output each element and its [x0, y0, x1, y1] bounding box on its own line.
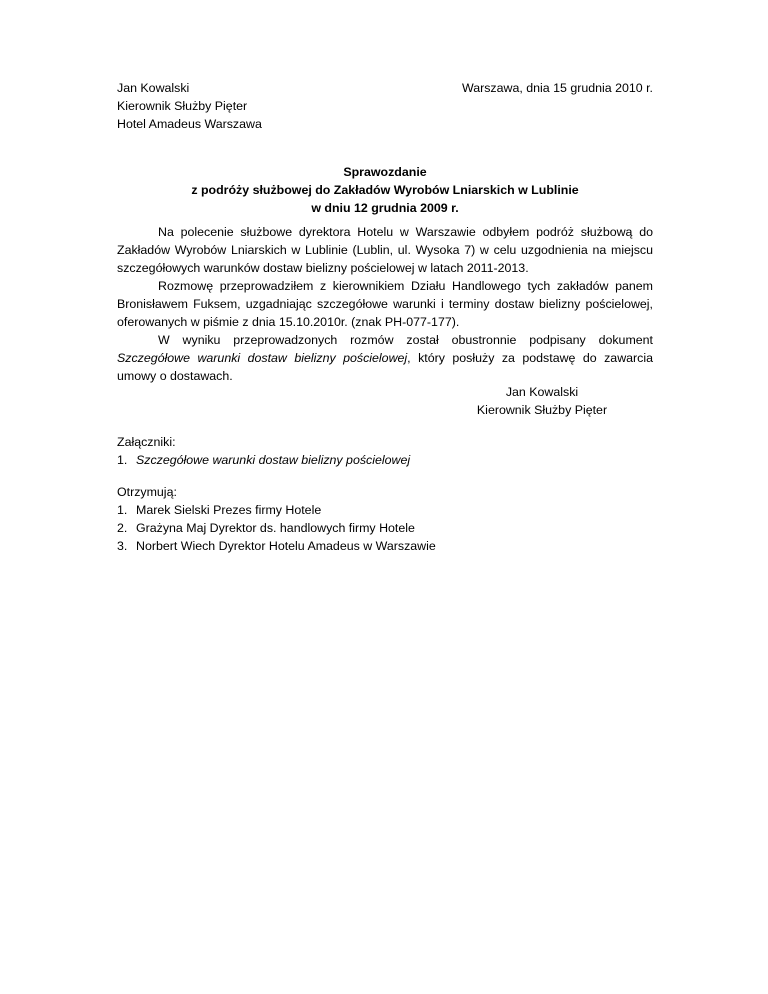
list-item-text: Marek Sielski Prezes firmy Hotele [136, 503, 322, 517]
place-date: Warszawa, dnia 15 grudnia 2010 r. [461, 81, 653, 95]
title-line-3: w dniu 12 grudnia 2009 r. [311, 201, 459, 215]
sender-position: Kierownik Służby Pięter [117, 99, 248, 113]
signature-position: Kierownik Służby Pięter [476, 403, 608, 417]
title-line-1: Sprawozdanie [343, 165, 427, 179]
paragraph-3 [117, 331, 653, 385]
list-item [117, 451, 657, 469]
list-item [117, 519, 657, 537]
attachments-section [117, 433, 657, 469]
sender-block [117, 79, 417, 133]
document-title [117, 163, 653, 217]
sender-company: Hotel Amadeus Warszawa [117, 117, 262, 131]
paragraph-1: Na polecenie służbowe dyrektora Hotelu w Warszawie odbyłem podróż służbową do Zakładów Wyrobów Lniarskich w Lublinie (Lublin, ul. Wysoka 7) w celu uzgodnienia na miejscu szczegółowych warunków dostaw bielizny pościelowej w latach 2011-2013. [117, 225, 653, 275]
signature-name: Jan Kowalski [505, 385, 579, 399]
title-line-2: z podróży służbowej do Zakładów Wyrobów Lniarskich w Lublinie [191, 183, 579, 197]
list-item-number: 1. [117, 453, 128, 467]
list-item-text: Grażyna Maj Dyrektor ds. handlowych firmy Hotele [136, 521, 415, 535]
report-body [117, 223, 653, 385]
list-item-text: Norbert Wiech Dyrektor Hotelu Amadeus w Warszawie [136, 539, 436, 553]
list-item [117, 537, 657, 555]
list-item [117, 501, 657, 519]
list-item-number: 2. [117, 521, 128, 535]
signature-block [462, 383, 622, 419]
list-item-number: 1. [117, 503, 128, 517]
paragraph-3-document-name: Szczegółowe warunki dostaw bielizny pościelowej [117, 351, 408, 365]
sender-name: Jan Kowalski [117, 81, 190, 95]
paragraph-3-end: , który posłuży za podstawę do zawarcia umowy o dostawach. [117, 351, 654, 383]
recipients-section [117, 483, 657, 555]
recipients-heading: Otrzymują: [117, 485, 177, 499]
list-item-number: 3. [117, 539, 128, 553]
attachments-heading: Załączniki: [117, 435, 176, 449]
paragraph-3-start: W wyniku przeprowadzonych rozmów został obustronnie podpisany dokument [158, 333, 653, 347]
list-item-text: Szczegółowe warunki dostaw bielizny pościelowej [136, 453, 411, 467]
paragraph-2: Rozmowę przeprowadziłem z kierownikiem Działu Handlowego tych zakładów panem Bronisławem Fuksem, uzgadniając szczegółowe warunki i terminy dostaw bielizny pościelowej, oferowanych w piśmie z dnia 15.10.2010r. (znak PH-077-177). [117, 279, 653, 329]
